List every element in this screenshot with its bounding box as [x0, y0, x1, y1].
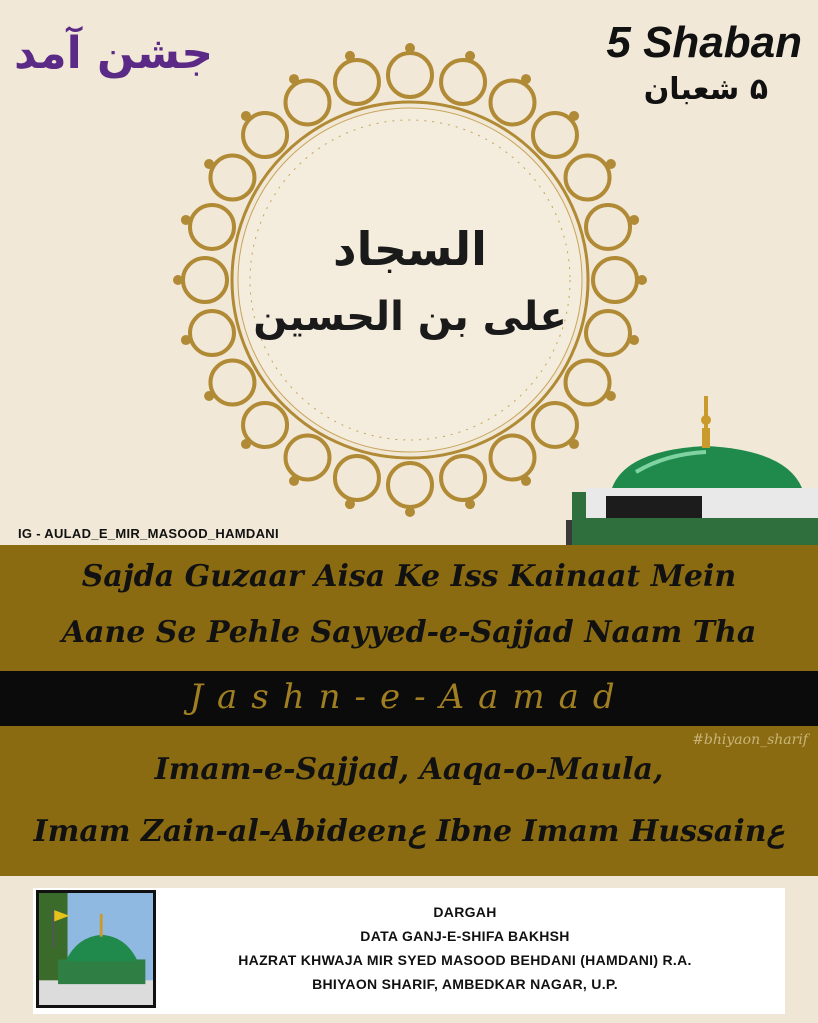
ornament-scroll	[210, 156, 254, 200]
info-line-1: DARGAH	[433, 904, 497, 920]
ornament-dot	[465, 499, 475, 509]
ornament-dot	[569, 111, 579, 121]
ornament-dot	[629, 335, 639, 345]
dargah-thumbnail-image	[39, 893, 153, 1005]
ornament-scroll	[335, 456, 379, 500]
ornament-scroll	[210, 361, 254, 405]
verse-band-top	[0, 545, 818, 671]
hashtag: #bhiyaon_sharif	[692, 732, 808, 748]
ornament-scroll	[586, 205, 630, 249]
ornament-scroll	[388, 463, 432, 507]
urdu-title: جشن آمد	[14, 28, 214, 79]
dargah-dome-image	[566, 392, 818, 545]
verse-band-bottom	[0, 726, 818, 876]
ornament-scroll	[491, 80, 535, 124]
ornament-scroll	[388, 53, 432, 97]
ornament-dot	[204, 391, 214, 401]
ornament-dot	[345, 51, 355, 61]
ornament-scroll	[533, 113, 577, 157]
banner-title: Jashn-e-Aamad	[189, 677, 629, 717]
footer	[0, 876, 818, 1023]
date-english: 5 Shaban	[606, 18, 802, 67]
dargah-thumbnail	[36, 890, 156, 1008]
ornament-dot	[345, 499, 355, 509]
ornament-dot	[181, 215, 191, 225]
verse-line-3: Imam-e-Sajjad, Aaqa-o-Maula,	[154, 752, 664, 787]
ornament-dot	[405, 507, 415, 517]
ornament-scroll	[441, 456, 485, 500]
ornament-scroll	[286, 436, 330, 480]
ornament-dot	[606, 159, 616, 169]
ornament-dot	[465, 51, 475, 61]
ornament-dot	[241, 439, 251, 449]
info-line-4: BHIYAON SHARIF, AMBEDKAR NAGAR, U.P.	[312, 976, 618, 992]
instagram-handle: IG - AULAD_E_MIR_MASOOD_HAMDANI	[18, 526, 279, 541]
ornament-scroll	[586, 311, 630, 355]
date-urdu: ۵ شعبان	[643, 72, 768, 107]
info-line-3: HAZRAT KHWAJA MIR SYED MASOOD BEHDANI (HAMDANI) R.A.	[238, 952, 692, 968]
ornament-scroll	[566, 156, 610, 200]
info-line-2: DATA GANJ-E-SHIFA BAKHSH	[360, 928, 570, 944]
verse-line-1: Sajda Guzaar Aisa Ke Iss Kainaat Mein	[81, 559, 737, 594]
calligraphy-line-1: السجاد	[333, 222, 487, 276]
dargah-info	[162, 900, 768, 996]
ornament-scroll	[183, 258, 227, 302]
ornament-scroll	[243, 403, 287, 447]
ornament-dot	[405, 43, 415, 53]
ornament-dot	[204, 159, 214, 169]
verse-line-4: Imam Zain-al-Abideenع Ibne Imam Hussainع	[33, 814, 785, 849]
ornament-dot	[289, 476, 299, 486]
ornament-scroll	[190, 205, 234, 249]
ornament-dot	[521, 476, 531, 486]
ornament-scroll	[335, 60, 379, 104]
ornament-dot	[521, 74, 531, 84]
ornament-dot	[629, 215, 639, 225]
ornament-dot	[173, 275, 183, 285]
ornament-dot	[289, 74, 299, 84]
verse-line-2: Aane Se Pehle Sayyed-e-Sajjad Naam Tha	[61, 615, 757, 650]
ornament-scroll	[243, 113, 287, 157]
ornament-dot	[637, 275, 647, 285]
ornament-dot	[241, 111, 251, 121]
ornament-scroll	[593, 258, 637, 302]
calligraphy-line-2: علی بن الحسین	[253, 294, 567, 340]
ornament-scroll	[441, 60, 485, 104]
ornament-scroll	[286, 80, 330, 124]
ornament-scroll	[491, 436, 535, 480]
banner-bar	[0, 671, 818, 726]
ornament-scroll	[190, 311, 234, 355]
ornament-dot	[181, 335, 191, 345]
